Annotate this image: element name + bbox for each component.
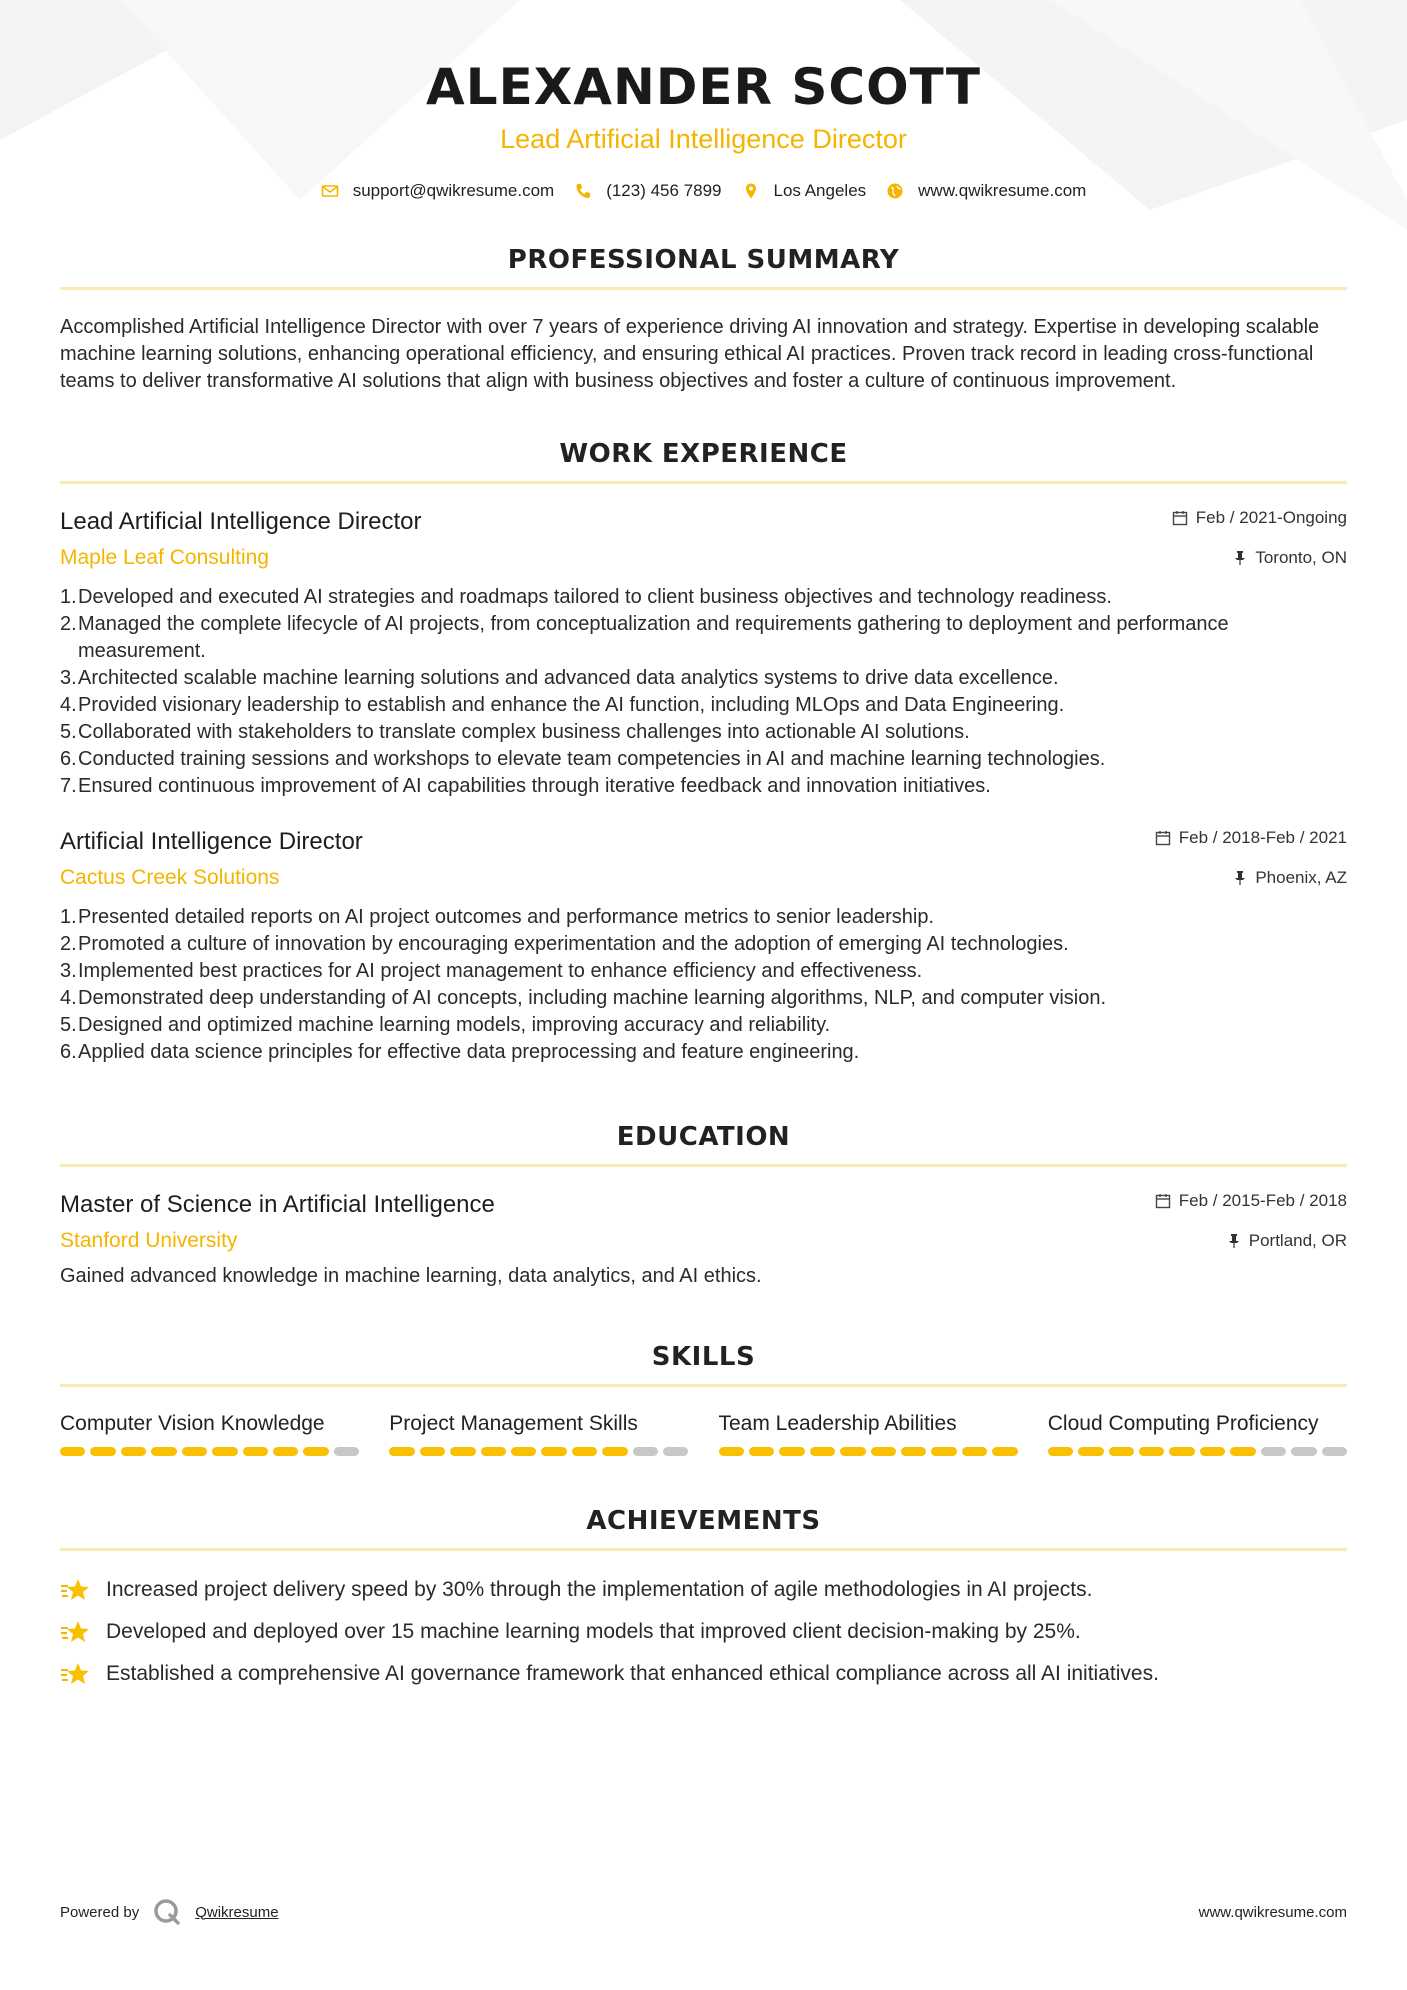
skill-level-dot: [779, 1447, 804, 1456]
job-bullet: [60, 719, 1347, 746]
skill-name: Cloud Computing Proficiency: [1047, 1412, 1319, 1435]
bullet-number: 5.: [60, 721, 77, 743]
bullet-number: 3.: [60, 960, 77, 982]
education-dates: [1155, 1191, 1347, 1211]
skill-level-dot: [541, 1447, 566, 1456]
section-divider: [60, 287, 1347, 290]
qwikresume-logo-icon: [153, 1898, 181, 1926]
skills-section: [60, 1342, 1347, 1456]
education-location: [1227, 1231, 1347, 1251]
candidate-headline: Lead Artificial Intelligence Director: [500, 124, 907, 154]
job-title: Artificial Intelligence Director: [60, 828, 363, 855]
skill-level-dot: [663, 1447, 688, 1456]
skills-grid: [60, 1411, 1347, 1456]
bullet-number: 4.: [60, 694, 77, 716]
skill-item: [1048, 1411, 1347, 1456]
education-description: Gained advanced knowledge in machine learning, data analytics, and AI ethics.: [60, 1265, 762, 1287]
achievement-item: [60, 1661, 1347, 1687]
bullet-text: Implemented best practices for AI project management to enhance efficiency and effectiveness.: [78, 960, 923, 982]
location-text: Los Angeles: [773, 181, 867, 200]
calendar-icon: [1155, 830, 1171, 846]
job-entry: [60, 508, 1347, 800]
bullet-text: Designed and optimized machine learning models, improving accuracy and reliability.: [78, 1014, 831, 1036]
skill-level-dot: [90, 1447, 115, 1456]
website-text: www.qwikresume.com: [918, 181, 1087, 200]
job-bullet: [60, 611, 1347, 665]
skill-level-dot: [749, 1447, 774, 1456]
powered-by: [60, 1898, 279, 1926]
achievements-section: [60, 1506, 1347, 1687]
skill-item: [60, 1411, 359, 1456]
skill-level-dot: [1169, 1447, 1194, 1456]
bullet-number: 1.: [60, 586, 77, 608]
skill-level-dot: [1048, 1447, 1073, 1456]
job-location: [1233, 548, 1347, 568]
skill-level-dot: [602, 1447, 627, 1456]
bullet-number: 5.: [60, 1014, 77, 1036]
skill-level-dot: [151, 1447, 176, 1456]
calendar-icon: [1172, 510, 1188, 526]
brand-link[interactable]: Qwikresume: [195, 1903, 279, 1921]
skill-level-dot: [334, 1447, 359, 1456]
skill-level-dot: [1200, 1447, 1225, 1456]
skill-level-dot: [1230, 1447, 1255, 1456]
section-divider: [60, 1384, 1347, 1387]
envelope-icon: [321, 182, 339, 200]
bullet-text: Promoted a culture of innovation by encouraging experimentation and the adoption of emerging AI technologies.: [78, 933, 1069, 955]
achievement-text: Increased project delivery speed by 30% through the implementation of agile methodologies in AI projects.: [106, 1578, 1093, 1601]
job-bullet: [60, 773, 1347, 800]
email-text: support@qwikresume.com: [352, 181, 555, 200]
job-bullet: [60, 584, 1347, 611]
job-bullet: [60, 1039, 1347, 1066]
phone-icon: [574, 182, 592, 200]
contact-location: [742, 181, 867, 201]
skill-level-dot: [420, 1447, 445, 1456]
job-location: [1233, 868, 1347, 888]
skill-item: [389, 1411, 688, 1456]
skill-level-dot: [389, 1447, 414, 1456]
skill-level-dot: [511, 1447, 536, 1456]
skill-name: Project Management Skills: [389, 1412, 638, 1435]
bullet-text: Developed and executed AI strategies and roadmaps tailored to client business objectives and technology readiness.: [78, 586, 1112, 608]
skill-level-dot: [992, 1447, 1017, 1456]
pushpin-icon: [1233, 550, 1247, 566]
star-icon: [60, 1577, 90, 1603]
skill-level-dot: [1261, 1447, 1286, 1456]
summary-text: Accomplished Artificial Intelligence Director with over 7 years of experience driving AI innovation and strategy. Expertise in developing scalable machine learning solutions, enhancing operational efficiency, and ensuring ethical AI practices. Proven track record in leading cross-functional teams to deliver transformative AI solutions that align with business objectives and foster a culture of continuous improvement.: [60, 316, 1320, 392]
skill-level-dot: [1291, 1447, 1316, 1456]
education-dates-text: Feb / 2015-Feb / 2018: [1178, 1191, 1347, 1210]
job-location-text: Toronto, ON: [1255, 548, 1347, 567]
degree-title: Master of Science in Artificial Intelligence: [60, 1191, 495, 1218]
job-location-text: Phoenix, AZ: [1255, 868, 1347, 887]
education-location-text: Portland, OR: [1248, 1231, 1347, 1250]
skill-level-dot: [182, 1447, 207, 1456]
job-dates: [1155, 828, 1347, 848]
skill-level-dot: [901, 1447, 926, 1456]
education-section: [60, 1122, 1347, 1288]
bullet-number: 6.: [60, 1041, 77, 1063]
pushpin-icon: [1227, 1233, 1241, 1249]
skill-level-meter: [60, 1447, 359, 1456]
bullet-number: 6.: [60, 748, 77, 770]
achievement-item: [60, 1619, 1347, 1645]
skill-level-dot: [931, 1447, 956, 1456]
skill-level-dot: [719, 1447, 744, 1456]
job-bullet: [60, 904, 1347, 931]
achievement-text: Established a comprehensive AI governance framework that enhanced ethical compliance across all AI initiatives.: [106, 1662, 1159, 1685]
section-divider: [60, 481, 1347, 484]
skill-level-dot: [871, 1447, 896, 1456]
job-bullet-list: [60, 584, 1347, 800]
job-bullet: [60, 665, 1347, 692]
skill-level-dot: [633, 1447, 658, 1456]
contact-website[interactable]: [886, 181, 1086, 201]
page-footer: [60, 1898, 1347, 1926]
bullet-text: Managed the complete lifecycle of AI projects, from conceptualization and requirements gathering to deployment and performance measurement.: [78, 613, 1229, 662]
summary-section: [60, 245, 1347, 395]
achievement-item: [60, 1577, 1347, 1603]
skill-level-dot: [303, 1447, 328, 1456]
job-bullet: [60, 958, 1347, 985]
section-divider: [60, 1548, 1347, 1551]
skill-level-dot: [1322, 1447, 1347, 1456]
bullet-text: Conducted training sessions and workshops to elevate team competencies in AI and machine learning technologies.: [78, 748, 1106, 770]
job-bullet: [60, 985, 1347, 1012]
job-bullet: [60, 1012, 1347, 1039]
skill-level-meter: [719, 1447, 1018, 1456]
resume-header: [60, 0, 1347, 201]
bullet-text: Presented detailed reports on AI project outcomes and performance metrics to senior leadership.: [78, 906, 935, 928]
education-heading: EDUCATION: [616, 1122, 791, 1152]
experience-heading: WORK EXPERIENCE: [559, 439, 848, 469]
education-entry: [60, 1191, 1347, 1288]
contact-phone[interactable]: [574, 181, 721, 201]
skill-level-dot: [481, 1447, 506, 1456]
skill-level-meter: [1048, 1447, 1347, 1456]
bullet-text: Demonstrated deep understanding of AI concepts, including machine learning algorithms, NLP, and computer vision.: [78, 987, 1107, 1009]
globe-icon: [886, 182, 904, 200]
powered-by-label: Powered by: [60, 1903, 140, 1921]
skill-level-dot: [243, 1447, 268, 1456]
skill-name: Computer Vision Knowledge: [60, 1412, 325, 1435]
skill-level-dot: [121, 1447, 146, 1456]
summary-heading: PROFESSIONAL SUMMARY: [507, 245, 900, 275]
skill-level-dot: [962, 1447, 987, 1456]
skill-name: Team Leadership Abilities: [718, 1412, 957, 1435]
bullet-number: 7.: [60, 775, 77, 797]
skill-level-dot: [572, 1447, 597, 1456]
job-title: Lead Artificial Intelligence Director: [60, 508, 422, 535]
job-bullet-list: [60, 904, 1347, 1066]
map-pin-icon: [742, 182, 760, 200]
bullet-text: Applied data science principles for effective data preprocessing and feature engineering.: [78, 1041, 860, 1063]
skill-level-dot: [1109, 1447, 1134, 1456]
bullet-number: 1.: [60, 906, 77, 928]
calendar-icon: [1155, 1193, 1171, 1209]
skill-level-dot: [273, 1447, 298, 1456]
skill-level-dot: [840, 1447, 865, 1456]
star-icon: [60, 1619, 90, 1645]
company-name: Cactus Creek Solutions: [60, 866, 280, 889]
job-dates-text: Feb / 2018-Feb / 2021: [1178, 828, 1347, 847]
contact-bar: [60, 181, 1347, 201]
job-entry: [60, 828, 1347, 1066]
star-icon: [60, 1661, 90, 1687]
bullet-text: Provided visionary leadership to establish and enhance the AI function, including MLOps and Data Engineering.: [78, 694, 1065, 716]
skill-level-dot: [450, 1447, 475, 1456]
job-list: [60, 508, 1347, 1066]
achievement-list: [60, 1577, 1347, 1687]
bullet-text: Ensured continuous improvement of AI capabilities through iterative feedback and innovation initiatives.: [78, 775, 991, 797]
bullet-text: Architected scalable machine learning solutions and advanced data analytics systems to drive data excellence.: [78, 667, 1059, 689]
skill-level-dot: [810, 1447, 835, 1456]
company-name: Maple Leaf Consulting: [60, 546, 269, 569]
pushpin-icon: [1233, 870, 1247, 886]
job-bullet: [60, 931, 1347, 958]
job-dates: [1172, 508, 1347, 528]
job-bullet: [60, 746, 1347, 773]
achievement-text: Developed and deployed over 15 machine learning models that improved client decision-making by 25%.: [106, 1620, 1081, 1643]
skill-item: [719, 1411, 1018, 1456]
school-name: Stanford University: [60, 1229, 238, 1252]
skill-level-dot: [1078, 1447, 1103, 1456]
job-bullet: [60, 692, 1347, 719]
achievements-heading: ACHIEVEMENTS: [586, 1506, 821, 1536]
bullet-number: 2.: [60, 613, 77, 635]
bullet-number: 3.: [60, 667, 77, 689]
job-dates-text: Feb / 2021-Ongoing: [1195, 508, 1347, 527]
bullet-number: 2.: [60, 933, 77, 955]
skill-level-dot: [60, 1447, 85, 1456]
contact-email[interactable]: [321, 181, 555, 201]
footer-website[interactable]: www.qwikresume.com: [1198, 1903, 1347, 1921]
skill-level-meter: [389, 1447, 688, 1456]
bullet-number: 4.: [60, 987, 77, 1009]
candidate-name: ALEXANDER SCOTT: [426, 58, 981, 116]
bullet-text: Collaborated with stakeholders to translate complex business challenges into actionable AI solutions.: [78, 721, 970, 743]
section-divider: [60, 1164, 1347, 1167]
skill-level-dot: [1139, 1447, 1164, 1456]
experience-section: [60, 439, 1347, 1066]
skills-heading: SKILLS: [651, 1342, 756, 1372]
phone-text: (123) 456 7899: [606, 181, 722, 200]
skill-level-dot: [212, 1447, 237, 1456]
